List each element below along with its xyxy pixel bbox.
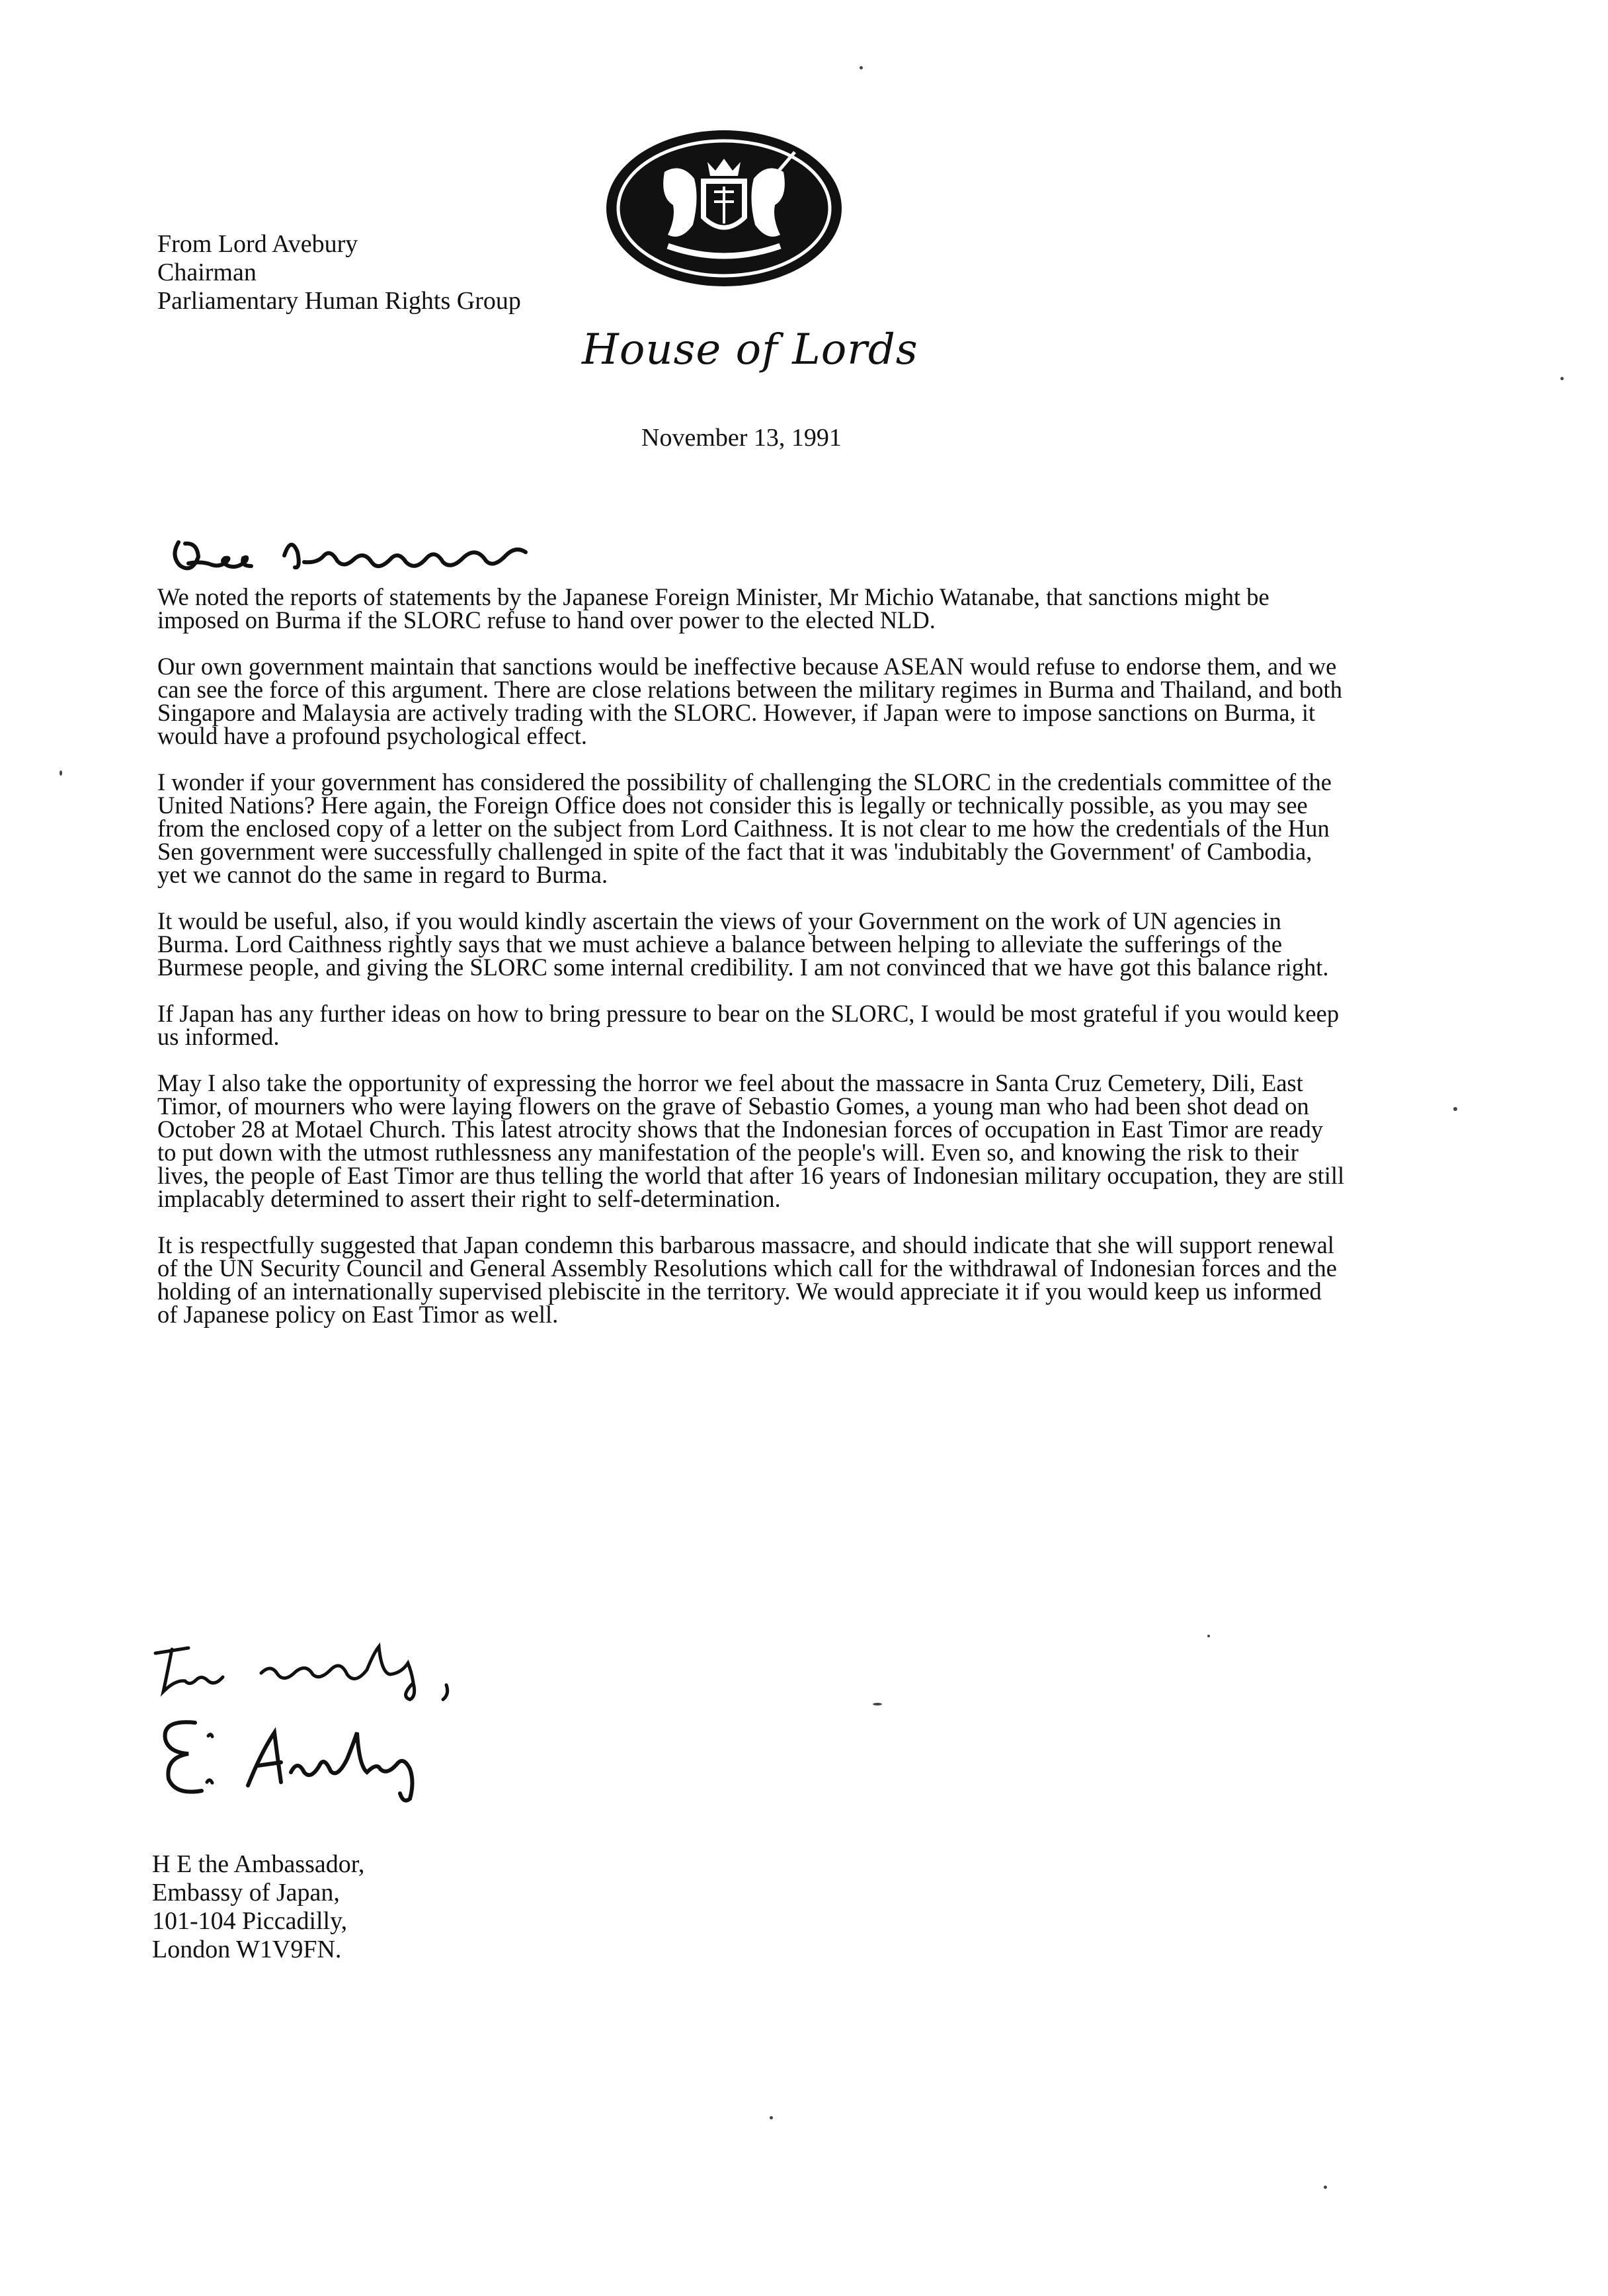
recipient-line: London W1V9FN. [152, 1936, 342, 1963]
letter-body [157, 585, 1347, 1349]
sender-organization: Parliamentary Human Rights Group [157, 287, 521, 315]
body-paragraph: I wonder if your government has considered the possibility of challenging the SLORC in the credentials committee of the United Nations? Here again, the Foreign Office does not consider this is legally or technically possible, as you may see from the enclosed copy of a letter on the subject from Lord Caithness. It is not clear to me how the credentials of the Hun Sen government were successfully challenged in spite of the fact that it was 'indubitably the Government' of Cambodia, yet we cannot do the same in regard to Burma. [157, 768, 1332, 888]
body-paragraph: Our own government maintain that sanctions would be ineffective because ASEAN would refuse to endorse them, and we can see the force of this argument. There are close relations between the military regimes in Burma and Thailand, and both Singapore and Malaysia are actively trading with the SLORC. However, if Japan were to impose sanctions on Burma, it would have a profound psychological effect. [157, 653, 1342, 749]
recipient-line: H E the Ambassador, [152, 1850, 365, 1878]
scan-speck [770, 2116, 773, 2119]
body-paragraph: May I also take the opportunity of expressing the horror we feel about the massacre in Santa Cruz Cemetery, Dili, East Timor, of mourners who were laying flowers on the grave of Sebastio Gomes, a young man who had been shot dead on October 28 at Motael Church. This latest atrocity shows that the Indonesian forces of occupation in East Timor are ready to put down with the utmost ruthlessness any manifestation of the people's will. Even so, and knowing the risk to their lives, the people of East Timor are thus telling the world that after 16 years of Indonesian military occupation, they are still implacably determined to assert their right to self-determination. [157, 1069, 1345, 1212]
scan-speck [860, 66, 863, 69]
scan-speck [60, 770, 62, 776]
letter-date: November 13, 1991 [641, 424, 842, 452]
handwritten-salutation [165, 516, 536, 582]
body-paragraph: It would be useful, also, if you would kindly ascertain the views of your Government on the work of UN agencies in Burma. Lord Caithness rightly says that we must achieve a balance between helping to alleviate the sufferings of the Burmese people, and giving the SLORC some internal credibility. I am not convinced that we have got this balance right. [157, 907, 1329, 981]
sender-name: From Lord Avebury [157, 230, 358, 258]
scan-speck [1324, 2186, 1327, 2189]
sender-block [157, 230, 521, 315]
body-paragraph: If Japan has any further ideas on how to bring pressure to bear on the SLORC, I would be most grateful if you would keep us informed. [157, 1000, 1340, 1050]
scan-speck [1207, 1635, 1210, 1637]
handwritten-closing [149, 1633, 519, 1706]
recipient-line: Embassy of Japan, [152, 1879, 340, 1906]
recipient-address [152, 1850, 364, 1964]
royal-coat-of-arms-icon [602, 126, 846, 291]
house-of-lords-wordmark: House of Lords [582, 325, 918, 374]
scan-speck [1560, 377, 1564, 380]
scan-speck [873, 1703, 882, 1705]
sender-title: Chairman [157, 259, 257, 286]
body-paragraph: It is respectfully suggested that Japan condemn this barbarous massacre, and should indicate that she will support renewal of the UN Security Council and General Assembly Resolutions which call for the withdrawal of Indonesian forces and the holding of an internationally supervised plebiscite in the territory. We would appreciate it if you would keep us informed of Japanese policy on East Timor as well. [157, 1231, 1337, 1328]
handwritten-signature [149, 1706, 466, 1805]
scan-speck [1453, 1107, 1457, 1111]
recipient-line: 101-104 Piccadilly, [152, 1907, 348, 1935]
body-paragraph: We noted the reports of statements by the Japanese Foreign Minister, Mr Michio Watanabe, that sanctions might be imposed on Burma if the SLORC refuse to hand over power to the elected NLD. [157, 583, 1269, 634]
